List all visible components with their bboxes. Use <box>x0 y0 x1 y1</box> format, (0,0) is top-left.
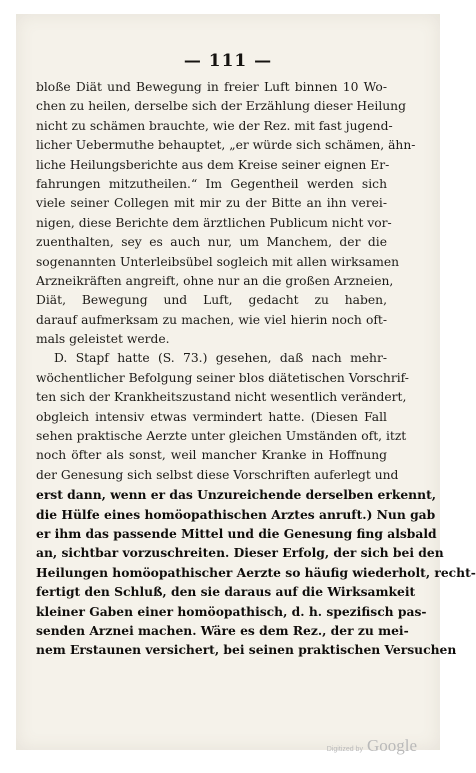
text-line: an, sichtbar vorzuschreiten. Dieser Erfolg, der sich bei den <box>36 545 444 561</box>
text-line: ten sich der Krankheitszustand nicht wesentlich verändert, <box>36 390 407 405</box>
book-page <box>16 14 476 750</box>
text-line: die Hülfe eines homöopathischen Arztes anruft.) Nun gab <box>36 506 436 522</box>
text-line: der Genesung sich selbst diese Vorschriften auferlegt und <box>36 467 399 482</box>
text-line: Heilungen homöopathischer Aerzte so häufig wiederholt, recht- <box>36 564 476 580</box>
text-line: nem Erstaunen versichert, bei seinen praktischen Versuchen <box>36 642 457 658</box>
text-line: nigen, diese Berichte dem ärztlichen Publicum nicht vor- <box>36 215 392 230</box>
text-line: senden Arznei machen. Wäre es dem Rez., der zu mei- <box>36 622 409 638</box>
text-line: sogenannten Unterleibsübel sogleich mit allen wirksamen <box>36 254 400 269</box>
text-line: Arzneikräften angreift, ohne nur an die großen Arzneien, <box>36 273 394 288</box>
text-line: sehen praktische Aerzte unter gleichen Umständen oft, itzt <box>36 429 407 444</box>
body-text <box>36 78 476 660</box>
text-line: chen zu heilen, derselbe sich der Erzählung dieser Heilung <box>36 99 406 114</box>
text-line: liche Heilungsberichte aus dem Kreise seiner eignen Er- <box>36 157 390 172</box>
text-line: D. Stapf hatte (S. 73.) gesehen, daß nach mehr- <box>54 351 387 366</box>
watermark-prefix: Digitized by <box>326 746 363 753</box>
text-line: zuenthalten, sey es auch nur, um Manchem, der die <box>36 235 387 250</box>
watermark-brand: Google <box>366 736 417 755</box>
text-line: darauf aufmerksam zu machen, wie viel hierin noch oft- <box>36 312 387 327</box>
text-line: licher Uebermuthe behauptet, „er würde sich schämen, ähn- <box>36 138 416 153</box>
text-line: obgleich intensiv etwas vermindert hatte. (Diesen Fall <box>36 409 387 424</box>
text-line: er ihm das passende Mittel und die Genesung fing alsbald <box>36 525 437 541</box>
text-line: mals geleistet werde. <box>36 332 170 347</box>
page-number: — 111 — <box>183 51 273 71</box>
text-line: noch öfter als sonst, weil mancher Kranke in Hoffnung <box>36 448 387 463</box>
text-line: wöchentlicher Befolgung seiner blos diätetischen Vorschrif- <box>36 370 409 385</box>
text-line: bloße Diät und Bewegung in freier Luft binnen 10 Wo- <box>36 80 387 94</box>
digitization-watermark <box>327 736 417 756</box>
text-line: nicht zu schämen brauchte, wie der Rez. mit fast jugend- <box>36 118 393 133</box>
text-line: fertigt den Schluß, den sie daraus auf die Wirksamkeit <box>36 584 416 600</box>
text-line: erst dann, wenn er das Unzureichende derselben erkennt, <box>36 487 437 503</box>
text-line: Diät, Bewegung und Luft, gedacht zu haben, <box>36 293 387 308</box>
text-line: kleiner Gaben einer homöopathisch, d. h. spezifisch pas- <box>36 603 427 619</box>
text-line: viele seiner Collegen mit mir zu der Bitte an ihn verei- <box>36 196 387 211</box>
text-line: fahrungen mitzutheilen.“ Im Gegentheil werden sich <box>36 176 387 191</box>
